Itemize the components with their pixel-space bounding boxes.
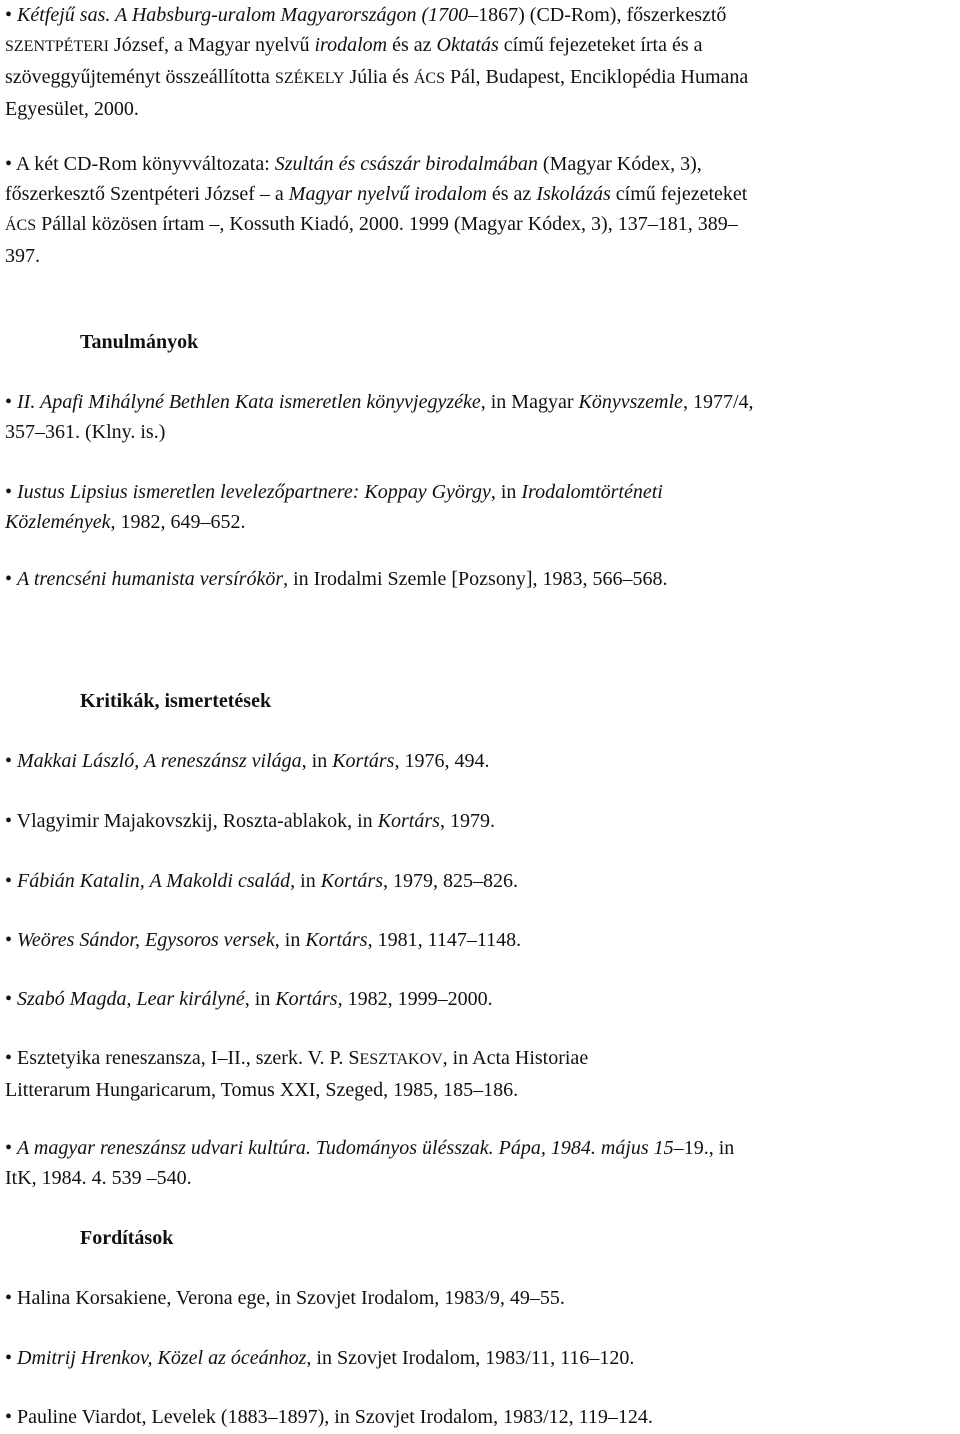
text-segment: • [5, 988, 18, 1010]
text-segment: , in [301, 750, 333, 772]
entry-line [5, 866, 955, 896]
text-segment: Iskolázás [536, 183, 611, 205]
entry-line [5, 241, 955, 271]
text-segment: Kortárs [275, 988, 338, 1010]
text-segment: Egyesület, 2000. [5, 98, 139, 120]
text-segment: Szultán és császár birodalmában [274, 153, 538, 175]
text-segment: ItK, 1984. 4. 539 –540. [5, 1167, 192, 1189]
entry-line [5, 1133, 955, 1163]
entry-line [5, 746, 955, 776]
text-segment: ESZTAKOV [359, 1051, 443, 1068]
text-segment: című fejezeteket írta és a [498, 34, 703, 56]
study-item [5, 564, 955, 594]
text-segment: A trencséni humanista versírókör [17, 568, 284, 590]
text-segment: 1867) (CD-Rom), főszerkesztő [478, 4, 727, 26]
text-segment: , 1981, 1147–1148. [367, 929, 522, 951]
text-segment: , 1982, 649–652. [110, 511, 246, 533]
text-segment: • Pauline Viardot, Levelek (1883–1897), in Szovjet Irodalom, 1983/12, 119–124. [5, 1406, 653, 1428]
text-segment: , 1977/4, [682, 391, 754, 413]
text-segment: (Magyar Kódex, 3), [537, 153, 702, 175]
text-segment: Könyvszemle [578, 391, 683, 413]
text-segment: és az [486, 183, 537, 205]
text-segment: című fejezeteket [610, 183, 748, 205]
text-segment: Makkai László, A reneszánsz világa [17, 750, 302, 772]
text-segment: , 1979. [439, 810, 495, 832]
text-segment: Magyar nyelvű irodalom [288, 183, 487, 205]
text-segment: • Vlagyimir Majakovszkij, Roszta-ablakok, in [5, 810, 378, 832]
text-segment: • [5, 929, 18, 951]
text-segment: Kortárs [332, 750, 395, 772]
entry-line [5, 564, 955, 594]
text-segment: Iustus Lipsius ismeretlen levelezőpartnere: Koppay György [17, 481, 491, 503]
translation-item [5, 1283, 955, 1313]
entry-line [5, 62, 955, 94]
text-segment: A magyar reneszánsz udvari kultúra. Tudományos ülésszak. Pápa, 1984. május 15– [17, 1137, 684, 1159]
text-segment: , in Magyar [480, 391, 579, 413]
text-segment: 357–361. (Klny. is.) [5, 421, 166, 443]
study-item [5, 387, 955, 447]
text-segment: • [5, 1347, 18, 1369]
text-segment: • [5, 568, 18, 590]
entry-line [5, 30, 955, 62]
study-item [5, 477, 955, 537]
text-segment: , 1979, 825–826. [382, 870, 518, 892]
text-segment: Szabó Magda, Lear királyné [17, 988, 245, 1010]
text-segment: • [5, 481, 18, 503]
text-segment: főszerkesztő Szentpéteri József – a [5, 183, 289, 205]
review-item [5, 806, 955, 836]
text-segment: szöveggyűjteményt összeállította [5, 66, 275, 88]
text-segment: • [5, 870, 18, 892]
review-item [5, 1043, 955, 1105]
entry-line [5, 925, 955, 955]
review-item [5, 866, 955, 896]
review-item [5, 984, 955, 1014]
section-heading-studies: Tanulmányok [80, 331, 199, 353]
entry-line [5, 94, 955, 124]
review-item [5, 925, 955, 955]
text-segment: , in Irodalmi Szemle [Pozsony], 1983, 566–568. [283, 568, 668, 590]
text-segment: • [5, 391, 18, 413]
text-segment: SZÉKELY [274, 70, 345, 87]
text-segment: Irodalomtörténeti [521, 481, 663, 503]
text-segment: és az [387, 34, 437, 56]
text-segment: , in [490, 481, 522, 503]
section-heading-reviews: Kritikák, ismertetések [80, 690, 272, 712]
translation-item [5, 1402, 955, 1432]
text-segment: 19., in [683, 1137, 735, 1159]
text-segment: , 1982, 1999–2000. [337, 988, 493, 1010]
text-segment: Közlemények [5, 511, 111, 533]
text-segment: , 1976, 494. [394, 750, 490, 772]
text-segment: Pál, Budapest, Enciklopédia Humana [445, 66, 749, 88]
text-segment: Júlia és [344, 66, 414, 88]
text-segment: SZENTPÉTERI [5, 38, 109, 55]
text-segment: • [5, 1137, 18, 1159]
text-segment: Litterarum Hungaricarum, Tomus XXI, Szeged, 1985, 185–186. [5, 1079, 519, 1101]
text-segment: II. Apafi Mihályné Bethlen Kata ismeretlen könyvjegyzéke [17, 391, 481, 413]
text-segment: Kortárs [320, 870, 383, 892]
text-segment: irodalom [314, 34, 388, 56]
text-segment: , in [244, 988, 276, 1010]
text-segment: , in Szovjet Irodalom, 1983/11, 116–120. [306, 1347, 635, 1369]
entry-line [5, 1283, 955, 1313]
entry-line [5, 1343, 955, 1373]
entry-cd-rom-book [5, 149, 955, 271]
entry-line [5, 179, 955, 209]
text-segment: József, a Magyar nyelvű [109, 34, 315, 56]
text-segment: • [5, 750, 18, 772]
text-segment: • Halina Korsakiene, Verona ege, in Szovjet Irodalom, 1983/9, 49–55. [5, 1287, 565, 1309]
text-segment: Weöres Sándor, Egysoros versek [17, 929, 275, 951]
text-segment: , in [274, 929, 306, 951]
translation-item [5, 1343, 955, 1373]
text-segment: • Esztetyika reneszansza, I–II., szerk. V. P. S [5, 1047, 360, 1069]
review-item [5, 1133, 955, 1193]
entry-line [5, 417, 955, 447]
text-segment: 397. [5, 245, 40, 267]
review-item [5, 746, 955, 776]
text-segment: Kétfejű sas. A Habsburg-uralom Magyarországon (1700– [17, 4, 479, 26]
text-segment: Kortárs [377, 810, 440, 832]
entry-line [5, 477, 955, 507]
text-segment: Pállal közösen írtam –, Kossuth Kiadó, 2000. 1999 (Magyar Kódex, 3), 137–181, 389– [36, 213, 738, 235]
text-segment: Oktatás [436, 34, 499, 56]
entry-line [5, 507, 955, 537]
entry-line [5, 806, 955, 836]
entry-line [5, 149, 955, 179]
text-segment: , in [290, 870, 321, 892]
text-segment: ÁCS [5, 217, 37, 234]
section-heading-translations: Fordítások [80, 1227, 174, 1249]
entry-line [5, 1402, 955, 1432]
entry-line [5, 1043, 955, 1075]
text-segment: • [5, 4, 18, 26]
entry-line [5, 209, 955, 241]
entry-line [5, 1163, 955, 1193]
entry-line [5, 1075, 955, 1105]
text-segment: Dmitrij Hrenkov, Közel az óceánhoz [17, 1347, 307, 1369]
entry-line [5, 0, 955, 30]
text-segment: • A két CD-Rom könyvváltozata: [5, 153, 275, 175]
entry-line [5, 387, 955, 417]
text-segment: Kortárs [305, 929, 368, 951]
text-segment: ÁCS [413, 70, 445, 87]
entry-kettfeju-sas [5, 0, 955, 124]
text-segment: , in Acta Historiae [442, 1047, 589, 1069]
text-segment: Fábián Katalin, A Makoldi család [17, 870, 291, 892]
entry-line [5, 984, 955, 1014]
